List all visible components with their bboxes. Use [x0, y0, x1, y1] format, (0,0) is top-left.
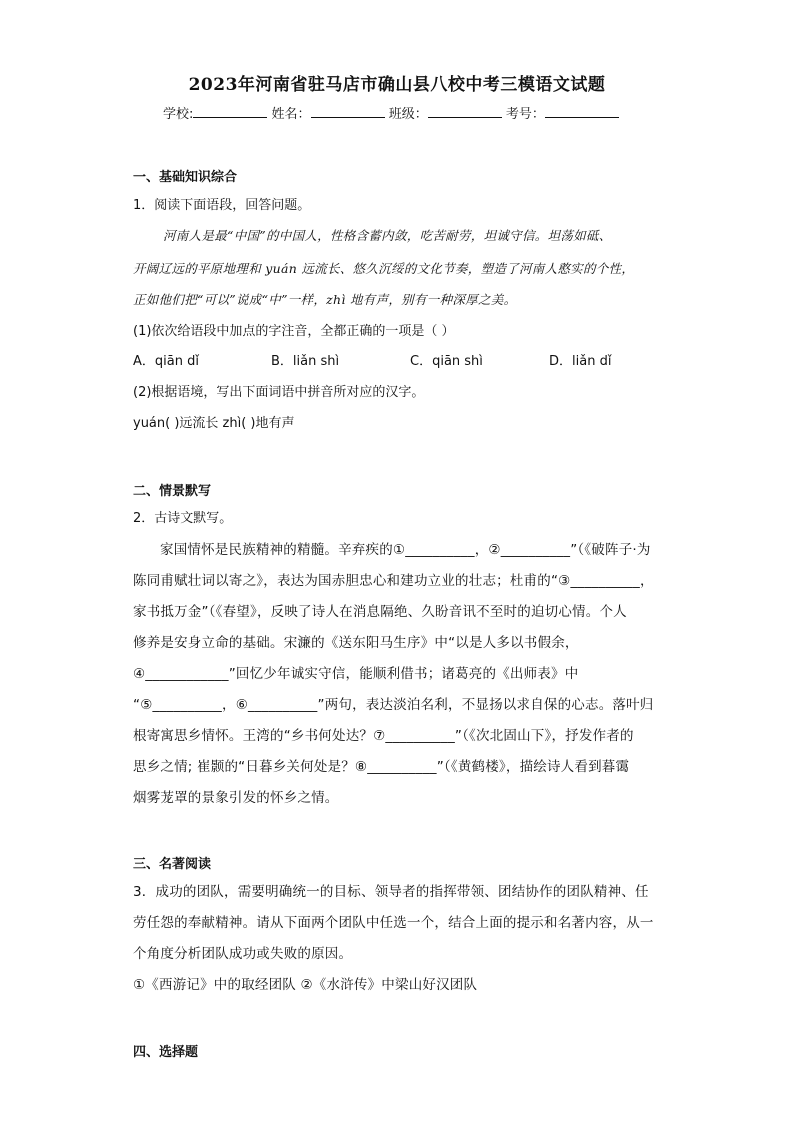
- q2-line-3: 家书抵万金”（《春望》，反映了诗人在消息隔绝、久盼音讯不至时的迫切心情。个人: [133, 604, 627, 620]
- page-title: 2023年河南省驻马店市确山县八校中考三模语文试题: [188, 75, 606, 95]
- q1-option-a[interactable]: A．qiān dǐ: [133, 354, 199, 369]
- q1-sub-question-2: (2)根据语境，写出下面词语中拼音所对应的汉字。: [133, 385, 425, 400]
- q1-option-d[interactable]: D．liǎn dǐ: [549, 354, 612, 369]
- q2-line-7[interactable]: 根寄寓思乡情怀。王湾的“乡书何处达？⑦__________”（《次北固山下》，抒发作者的: [133, 728, 634, 744]
- q3-team-options: ①《西游记》中的取经团队 ②《水浒传》中梁山好汉团队: [133, 977, 478, 993]
- q2-line-6[interactable]: “⑤__________，⑥__________”两句，表达淡泊名利，不显扬以求自保的心志。落叶归: [133, 697, 654, 713]
- q1-passage-line-2: 开阔辽远的平原地理和 yuán 远流长、悠久沉绥的文化节奏，塑造了河南人憨实的个性，: [133, 261, 635, 276]
- q2-line-8[interactable]: 思乡之情; 崔颢的“日暮乡关何处是？⑧__________”（《黄鹤楼》，描绘诗人看到暮霭: [133, 759, 630, 775]
- section-heading-3: 三、名著阅读: [133, 857, 212, 872]
- question-2-stem: 2．古诗文默写。: [133, 511, 233, 526]
- q2-line-4: 修养是安身立命的基础。宋濂的《送东阳马生序》中“以是人多以书假余，: [133, 635, 579, 651]
- q1-sub-question-1: (1)依次给语段中加点的字注音，全都正确的一项是（ ）: [133, 324, 455, 339]
- q3-line-2: 劳任怨的奉献精神。请从下面两个团队中任选一个，结合上面的提示和名著内容，从一: [133, 915, 654, 931]
- name-blank[interactable]: [311, 105, 385, 118]
- q1-passage-line-1: 河南人是最“中国”的中国人，性格含蓄内敛，吃苦耐劳，坦诚守信。坦荡如砥、: [163, 228, 612, 243]
- exam-number-label: 考号：: [505, 107, 545, 122]
- q1-fill-in-line[interactable]: yuán( )远流长 zhì( )地有声: [133, 416, 295, 431]
- q1-passage-line-3: 正如他们把“可以”说成“中”一样，zhì 地有声，别有一种深厚之美。: [133, 292, 517, 307]
- section-heading-2: 二、情景默写: [133, 484, 212, 499]
- name-label: 姓名：: [271, 107, 311, 122]
- section-heading-1: 一、基础知识综合: [133, 170, 238, 185]
- q3-line-1: 3．成功的团队，需要明确统一的目标、领导者的指挥带领、团结协作的团队精神、任: [133, 884, 649, 900]
- class-label: 班级：: [388, 107, 428, 122]
- q1-option-b[interactable]: B．liǎn shì: [271, 354, 340, 369]
- q1-option-c[interactable]: C．qiān shì: [410, 354, 483, 369]
- q2-line-9: 烟雾茏罩的景象引发的怀乡之情。: [133, 790, 339, 806]
- q2-line-5[interactable]: ④____________”回忆少年诚实守信，能顺利借书；诸葛亮的《出师表》中: [133, 666, 579, 682]
- q3-line-3: 个角度分析团队成功或失败的原因。: [133, 946, 353, 962]
- section-heading-4: 四、选择题: [133, 1045, 199, 1060]
- class-blank[interactable]: [428, 105, 502, 118]
- school-label: 学校:: [163, 107, 194, 122]
- exam-number-blank[interactable]: [545, 105, 619, 118]
- school-blank[interactable]: [193, 105, 267, 118]
- q2-line-1[interactable]: 家国情怀是民族精神的精髓。辛弃疾的①__________，②__________”（《破阵子·为: [160, 542, 651, 558]
- q2-line-2[interactable]: 陈同甫赋壮词以寄之》，表达为国赤胆忠心和建功立业的壮志；杜甫的“③__________，: [133, 573, 654, 589]
- question-1-stem: 1．阅读下面语段，回答问题。: [133, 198, 311, 213]
- student-info-row: [163, 103, 619, 122]
